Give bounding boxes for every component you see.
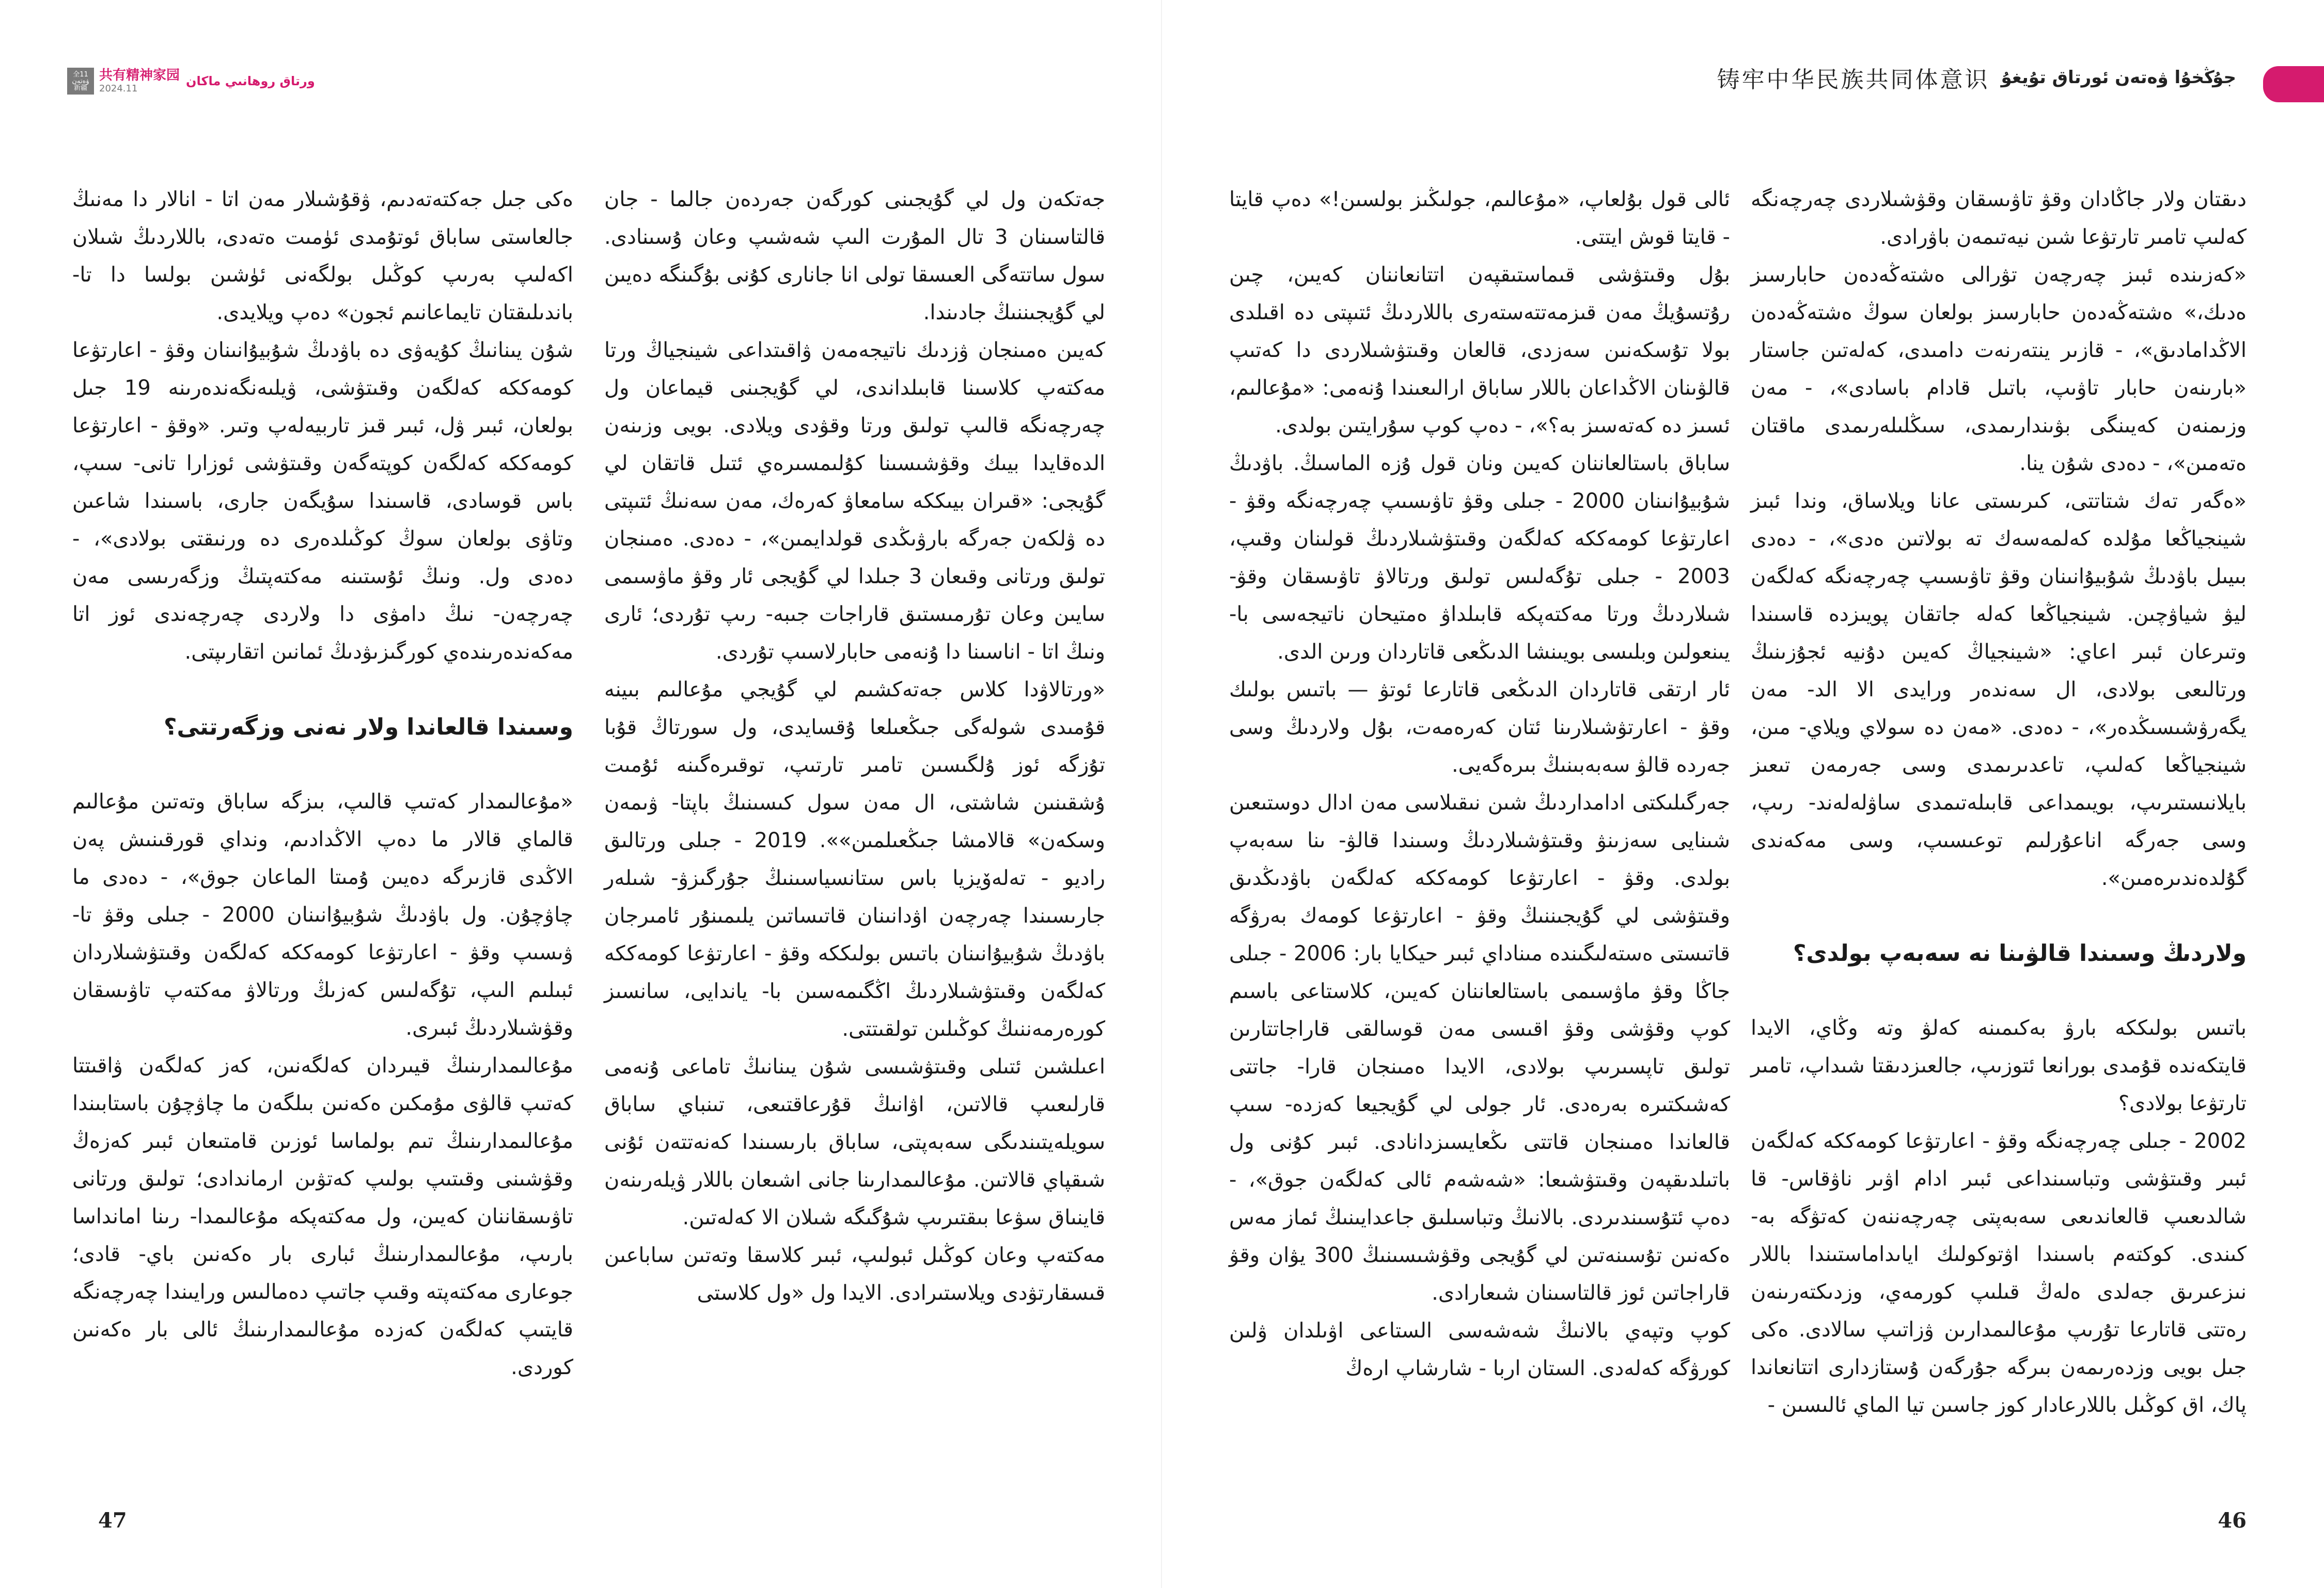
header-title-zh: 铸牢中华民族共同体意识 xyxy=(1717,67,1990,93)
magazine-logo xyxy=(67,68,94,95)
right-page-header xyxy=(1717,61,2236,94)
brand-ug: ورتاق روھانىي ماكان xyxy=(186,74,315,88)
paragraph: «مۇعالىمدار كەتىپ قالىپ، بىزگە ساباق وتەتىن مۇعالىم قالماي قالار ما دەپ الاڭدادىم، ونداي قورقىنىش پەن الاڭدى قازىرگە دەيىن ۇمىتا الماعان جوق»، - دەدى ما چاۋچۇن. ول باۋدىڭ شۇبيۇانىنان 2000 - جىلى وقۋ تا- ۋىسىپ وقۋ - اعارتۋعا كومەككە كەلگەن وقىتۋشىلاردان ئبىلىم الىپ، تۇگەلىس كەزىڭ ورتالاۋ مەكتەپ تاۋىسقان وقۋشىلاردىڭ ئبىرى. xyxy=(72,790,573,1040)
paragraph: مۇعالىمدارىنىڭ قيىردان كەلگەنىن، كەز كەلگەن ۋاقىتتا كەتىپ قالۋى مۇمكىن ەكەنىن بىلگەن ما چاۋچۇن باستابىندا مۇعالىمدارىنىڭ تىم بولماسا ئوزىن قامتىعان ئبىر كەزەڭ وقۋشىنى وقىتىپ بولىپ كەتۋىن ارماندادى؛ تولىق ورتانى تاۋىسقاننان كەيىن، ول مەكتەپكە مۇعالىمدا- رىنا امانداسا بارىپ، مۇعالىمدارىنىڭ ئبارى بار ەكەنىن باي- قادى؛ جوعارى مەكتەپتە وقىپ جاتىپ دەمالىس ورايىندا چەرچەنگە قايتىپ كەلگەن كەزدە مۇعالىمدارىنىڭ ئالى بار ەكەنىن كوردى. xyxy=(72,1054,573,1379)
brand-block xyxy=(99,68,180,95)
paragraph: اعىلشىن ئتىلى وقىتۋشىسى شۇن يىنانىڭ تاماعى ۇنەمى قارلىعىپ قالاتىن، اۋانىڭ قۇرعاقتىعى، تىنباي ساباق سويلەيتىندىگى سەبەپتى، ساباق بارىسىندا كەنەتتەن ئۇنى شىقپاي قالاتىن. مۇعالىمدارىنا جانى اشىعان باللار ۋيلەرىنەن قاينىاق سۋعا بىقتىرىپ شۇگىگە شىلان الا كەلەتىن. xyxy=(604,1055,1105,1229)
paragraph: ئار ارتقى قاتاردان الدىڭعى قاتارعا ئوتۋ — باتىس بولىك وقۋ - اعارتۋشىلارىنا ئتان كەرەمەت، بۇل ولاردىڭ وسى جەردە قالۋ سەبەبىنىڭ بىرەگەيى. xyxy=(1229,678,1730,777)
page-number-left: 47 xyxy=(98,1508,127,1533)
paragraph: كەيىن ەمىنجان ۋزدىك ناتيجەمەن ۋاقىتداعى شينجياڭ ورتا مەكتەپ كلاسىنا قابىلداندى، لي گۇيجىنى قيماعان ول چەرچەنگە قالىپ تولىق ورتا وقۋدى ويلادى. بويى وزىنەن الدەقايدا بيىك وقۋشىسىنا كۇلىمسىرەي ئتىل قاتقان لي گۇيجى: «قىران بيىككە سامعاۋ كەرەك، مەن سەنىڭ ئتىپتى دە ۋلكەن جەرگە بارۋىڭدى قولدايمىن»، - دەدى. ەمىنجان تولىق ورتانى وقىعان 3 جىلدا لي گۇيجى ئار وقۋ ماۋسىمى سايىن وعان تۇرمىستىق قاراجات جىبە- رىپ تۇردى؛ ئارى ونىڭ اتا - اناسىنا دا ۇنەمى حابارلاسىپ تۇردى. xyxy=(604,338,1105,664)
left-page-column-left xyxy=(72,181,573,1387)
right-page-column-right xyxy=(1751,181,2247,1424)
paragraph: جەتكەن ول لي گۇيجىنى كورگەن جەردەن جالما - جان قالتاسىنان 3 تال المۇرت الىپ شەشىپ وعان ۇسىنادى. سول ساتتەگى العىسقا تولى انا جانارى كۇنى بۇگىنگە دەيىن لي گۇيجىننىڭ جادىندا. xyxy=(604,188,1105,324)
logo-text: ۋەتەن xyxy=(72,77,89,85)
section-tab-marker xyxy=(2263,66,2324,102)
paragraph: «كەزىندە ئبىز چەرچەن تۋرالى ەشتەڭەدەن حابارسىز ەدىك،» ەشتەڭەدەن حابارسىز بولعان سوڭ ەشتەڭەدەن الاڭدامادىق»، - قازىر ينتەرنەت دامىدى، كەلەتىن جاستار «بارىنەن حابار تاۋىپ، باتىل قادام باسادى»، - مەن وزىمنەن كەيىنگى بۋىندارىمدى، سىڭلىلەرىمدى ماقتان ەتەمىن»، - دەدى شۇن ينا. xyxy=(1751,263,2247,475)
left-page-column-right xyxy=(604,181,1105,1312)
paragraph: جەرگىلىكتى ادامداردىڭ شىن نىقىلاسى مەن ادال دوستىعىن شىنايى سەزىنۋ وقىتۋشىلاردىڭ وسىندا قالۋ- ىنا سەبەپ بولدى. وقۋ - اعارتۋعا كومەككە كەلگەن باۋدىڭدىق وقىتۋشى لي گۇيجىننىڭ وقۋ - اعارتۋعا كومەك بەرۋگە قاتىستى ەستەلىگىندە مىناداي ئبىر حيكايا بار: 2006 - جىلى جاڭا وقۋ ماۋسىمى باستالعاننان كەيىن، كلاستاعى باسىم كوپ وقۋشى وقۋ اقىسى مەن قوسالقى قاراجاتتارىن تولىق تاپسىرىپ بولادى، الايدا ەمىنجان قارا- جاتتى كەشىكتىرە بەرەدى. ئار جولى لي گۇيجيعا كەزدە- سىپ قالعاندا ەمىنجان قاتتى ىڭعايسىزدانادى. ئبىر كۇنى ول باتىلدىقپەن وقىتۋشىعا: «شەشەم ئالى كەلگەن جوق»، - دەپ ئتۇسىندىردى. بالانىڭ وتباسىلىق جاعدايىنىڭ ئماز مەس ەكەنىن تۇسىنەتىن لي گۇيجى وقۋشىسىنىڭ 300 يۋان وقۋ قاراجاتىن ئوز قالتاسىنان شىعارادى. xyxy=(1229,791,1730,1305)
paragraph: شۇن يىنانىڭ كۇيەۋى دە باۋدىڭ شۇبيۇانىنان وقۋ - اعارتۋعا كومەككە كەلگەن وقىتۋشى، ۋيلىەنگەندەرىنە 19 جىل بولعان، ئبىر ۋل، ئبىر قىز تاربيەلەپ وتىر. «وقۋ - اعارتۋعا كومەككە كەلگەن كوپتەگەن وقىتۋشى ئوزارا تانى- سىپ، باس قوسادى، قاسىندا سۇيگەن جارى، باسىندا شاعىن وتاۋى بولعان سوڭ كوڭىلدەرى دە ورنىقتى بولادى»، - دەدى ول. ونىڭ ئۇستىنە مەكتەپتىڭ وزگەرىسى مەن چەرچەن- نىڭ دامۋى دا ولاردى چەرچەندى ئوز اتا مەكەندەرىندەي كورگىزىۋدىڭ ئمانىن اتقارىپتى. xyxy=(72,338,573,664)
paragraph: مەكتەپ وعان كوڭىل ئبولىپ، ئبىر كلاسقا وتەتىن ساباعىن قىسقارتۋدى ويلاستىرادى. الايدا ول «ول كلاستى xyxy=(604,1243,1105,1305)
paragraph: «ەگەر تەك شتاتتى، كىرىستى عانا ويلاساق، وندا ئبىز شينجياڭعا مۇلدە كەلمەسەك تە بولاتىن ەدى»، - دەدى بىيىل باۋدىڭ شۇبيۇانىنان وقۋ تاۋىسىپ چەرچەنگە كەلگەن ليۋ شياۋچىن. شينجياڭعا كەلە جاتقان پويىزدە قاسىندا وتىرعان ئبىر اعاي: «شينجياڭ كەيىن دۇنيە ئجۇزىنىڭ ورتالىعى بولادى، ال سەندەر ورايدى الا الد- مەن يگەرۋشىسىڭدەر»، - دەدى. «مەن دە سولاي ويلاي- مىن، شينجياڭعا كەلىپ، تاعدىرىمدى وسى جەرمەن تىعىز بايلانىستىرىپ، بويىمداعى قابىلەتىمدى ساۋلەلەند- رىپ، وسى جەرگە اناعۇرلىم توعىسىپ، وسى مەكەندى گۇلدەندىرەمىن». xyxy=(1751,489,2247,890)
right-page-column-left xyxy=(1229,181,1730,1388)
section-heading: ولاردىڭ وسىندا قالۋىنا نە سەبەپ بولدى؟ xyxy=(1793,940,2247,967)
issue-date: 2024.11 xyxy=(99,83,138,94)
paragraph: 2002 - جىلى چەرچەنگە وقۋ - اعارتۋعا كومەككە كەلگەن ئبىر وقىتۋشى وتباسىنداعى ئبىر ادام اۋىر ناۋقاس- قا شالدىعىپ قالعاندىعى سەبەپتى چەرچەننەن كەتۋگە بە- كىندى. كوكتەم باسىندا اۋتوكولىك اياىداماستىندا باللار نىزعىرىق جەلدى ەلەڭ قىلىپ كورمەي، وزدىكتەرىنەن رەتتى قاتارعا تۇرىپ مۇعالىمدارىن ۋزاتىپ سالادى. ەكى جىل بويى وزدەرىمەن بىرگە جۇرگەن ۇستازدارى اتتانعاندا پاك، اق كوڭىل باللارعادار كوز جاسىن تيا الماي ئالىسىن - xyxy=(1751,1129,2247,1417)
paragraph: «ورتالاۋدا كلاس جەتەكشىم لي گۇيجي مۇعالىم بىينە قۇمىدى شولەگى جىڭعىلعا ۇقسايدى، ول سورتاڭ قۇبا تۇزگە ئوز ۇلگىسىن تامىر تارتىپ، توقىرەگىنە ئۇمىت ۇشقىنىن شاشتى، ال مەن سول كىسىنىڭ باپتا- ۋىمەن وسكەن» قالامشا جىڭعىلمىن»». 2019 - جىلى ورتالىق راديو - تەلەۆيزيا باس ستانسياسىنىڭ جۇرگىزۋ- شىلەر جارىسىندا چەرچەن اۋدانىنان قاتىساتىن يلىمىنۇر ئامىرجان باۋدىڭ شۇبيۇانىنان باتىس بولىككە وقۋ - اعارتۋعا كومەككە كەلگەن وقىتۋشىلاردىڭ اڭگىمەسىن با- ياندايى، سانسىز كورەرمەننىڭ كوڭىلىن تولقىتتى. xyxy=(604,678,1105,1041)
brand-zh: 共有精神家园 xyxy=(99,68,180,83)
paragraph: دىقتان ولار جاڭادان وقۋ تاۋىسقان وقۋشىلاردى چەرچەنگە كەلىپ تامىر تارتۋعا شىن نيەتىمەن باۋرادى. xyxy=(1751,188,2247,249)
section-heading: وسىندا قالعاندا ولار نەنى وزگەرتتى؟ xyxy=(163,714,573,740)
paragraph: كوپ وتپەي بالانىڭ شەشەسى الستاعى اۋىلدان ۋلىن كورۋگە كەلەدى. الستان اربا - شارشاپ ارەڭ xyxy=(1229,1319,1730,1380)
page-gutter xyxy=(1161,0,1162,1588)
header-title-ug: جۇڭخۇا ۋەتەن ئورتاق تۇيغۇ xyxy=(2001,67,2236,88)
paragraph: باتىس بولىككە بارۋ بەكىمىنە كەلۋ وتە وڭاي، الايدا قايتكەندە قۇمدى بورانعا ئتوزىپ، جالعىزدىقتا شىداپ، تامىر تارتۋعا بولادى؟ xyxy=(1751,1016,2247,1115)
paragraph: ەكى جىل جەكتەتەدىم، ۋقۇشىلار مەن اتا - انالار دا مەنىڭ جالعاستى ساباق ئوتۇمدى ئۈمىت ەتەدى، باللاردىڭ شىلان اكەلىپ بەرىپ كوڭىل بولگەنى ئۈشىن بولسا دا تا- باندىلىقتان تايماعانىم ئجون» دەپ ويلايدى. xyxy=(72,188,573,324)
left-page-header xyxy=(67,63,315,99)
page-number-right: 46 xyxy=(2218,1508,2247,1533)
paragraph: ساباق باستالعاننان كەيىن ونان قول ۇزە الماسىڭ. باۋدىڭ شۇبيۇانىنان 2000 - جىلى وقۋ تاۋىسىپ چەرچەنگە وقۋ - اعارتۋعا كومەككە كەلگەن وقىتۋشىلاردىڭ قولىنان وقىپ، 2003 - جىلى تۇگەلىس تولىق ورتالاۋ تاۋىسقان وقۋ- شىلاردىڭ ورتا مەكتەپكە قابىلداۋ ەمتيحان ناتيجەسى با- يىنعولىن وبلىسى بويىنشا الدىڭعى قاتاردان ورىن الدى. xyxy=(1229,452,1730,664)
paragraph: ئالى قول بۇلعاپ، «مۇعالىم، جولىڭىز بولسىن!» دەپ قايتا - قايتا قوش ايتتى. xyxy=(1229,188,1730,249)
logo-issue: 全11 xyxy=(73,70,88,79)
logo-region: 新疆 xyxy=(73,84,87,92)
paragraph: بۇل وقىتۋشى قىماستىقپەن اتتانعاننان كەيىن، چىن رۇتسۇيڭ مەن قىزمەتتەستەرى باللاردىڭ ئتىپتى دە اقىلدى بولا تۇسكەنىن سەزدى، قالعان وقىتۋشىلاردى دا كەتىپ قالۋىنان الاڭداعان باللار ساباق ارالىعىندا ۇنەمى: «مۇعالىم، ئسىز دە كەتەسىز بە؟»، - دەپ كوپ سۇرايتىن بولدى. xyxy=(1229,263,1730,438)
